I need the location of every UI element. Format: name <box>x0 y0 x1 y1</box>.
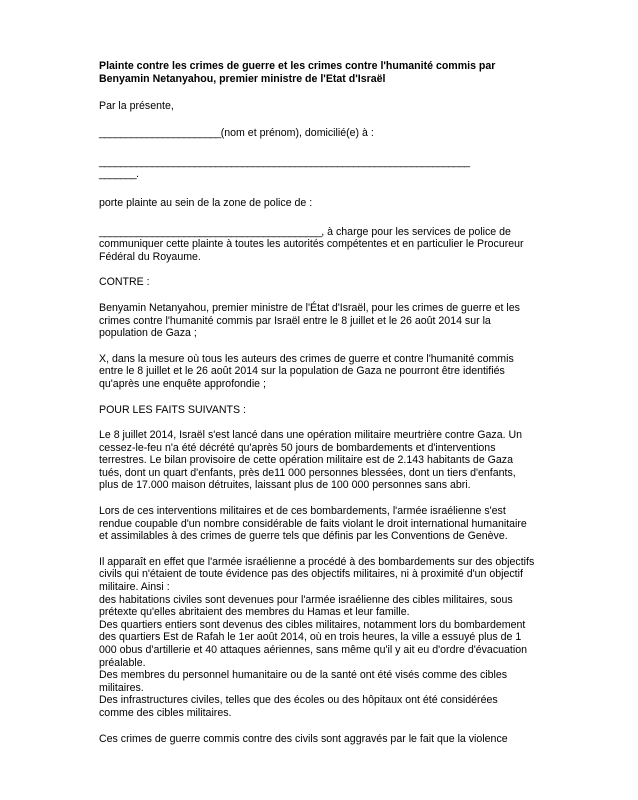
contre-paragraph-1: Benyamin Netanyahou, premier ministre de l'État d'Israël, pour les crimes de guerre et les crimes contre l'humanité commis par Israël entre le 8 juillet et le 26 août 2014 sur la population de Gaza ; <box>99 301 520 340</box>
document-body <box>99 60 535 745</box>
identity-line <box>99 127 535 140</box>
title-line-1: Plainte contre les crimes de guerre et les crimes contre l'humanité commis par <box>99 60 496 72</box>
address-blanks <box>99 156 535 181</box>
faits-list-item: des habitations civiles sont devenues pour l'armée israélienne des cibles militaires, sous prétexte qu'elles abritaient des membres du Hamas et leur famille. <box>99 593 513 619</box>
identity-text: (nom et prénom), domicilié(e) à : <box>220 127 374 140</box>
police-text: , à charge pour les services de police de communiquer cette plainte à toutes les autorités compétentes et en particulier le Procureur Fédéral du Royaume. <box>99 225 524 263</box>
contre-paragraph-2: X, dans la mesure où tous les auteurs des crimes de guerre et contre l'humanité commis entre le 8 juillet et le 26 août 2014 sur la population de Gaza ne pourront être identifiés qu'après une enquête approfondie ; <box>99 352 514 390</box>
faits-paragraph-2: Lors de ces interventions militaires et de ces bombardements, l'armée israélienne s'est rendue coupable d'un nombre considérable de faits violant le droit international humanitaire et assimilables à des crimes de guerre tels que définis par les Conventions de Genève. <box>99 505 527 543</box>
faits-paragraph-1: Le 8 juillet 2014, Israël s'est lancé dans une opération militaire meurtrière contre Gaza. Un cessez-le-feu n'a été décrété qu'après 50 jours de bombardements et d'interventions terrestres. Le bilan provisoire de cette opération militaire est de 2.143 habitants de Gaza tués, dont un quart d'enfants, près de11 000 personnes blessées, dont un tiers d'enfants, plus de 17.000 maison détruites, laissant plus de 100 000 personnes sans abri. <box>99 429 523 492</box>
faits-list-item: Des infrastructures civiles, telles que des écoles ou des hôpitaux ont été considérées comme des cibles militaires. <box>99 694 498 719</box>
faits-paragraph-3-lead: Il apparaît en effet que l'armée israélienne a procédé à des bombardements sur des objectifs civils qui n'étaient de toute évidence pas des objectifs militaires, ni à proximité d'un objectif militaire. Ainsi : <box>99 555 535 594</box>
faits-list-item: Des membres du personnel humanitaire ou de la santé ont été visés comme des cibles militaires. <box>99 669 508 694</box>
faits-heading: POUR LES FAITS SUIVANTS : <box>99 403 246 416</box>
faits-list-item: Des quartiers entiers sont devenus des cibles militaires, notamment lors du bombardement des quartiers Est de Rafah le 1er août 2014, où en trois heures, la ville a essuyé plus de 1 000 obus d'artillerie et 40 attaques aériennes, sans même qu'il y ait eu d'ordre d'évacuation préalable. <box>99 618 527 669</box>
contre-heading: CONTRE : <box>99 276 150 289</box>
title-line-2: Benyamin Netanyahou, premier ministre de l'Etat d'Israël <box>99 72 386 85</box>
police-blank: __________________________________________ <box>99 225 322 238</box>
salutation: Par la présente, <box>99 99 174 112</box>
police-paragraph <box>99 226 535 264</box>
zone-text: porte plainte au sein de la zone de police de : <box>99 196 313 209</box>
address-blank-1: ______________________________________________________________________ <box>99 155 470 168</box>
address-blank-2: _______. <box>99 168 139 181</box>
document-title <box>99 60 535 86</box>
faits-paragraph-3 <box>99 556 535 720</box>
identity-blank: _______________________ <box>99 127 221 140</box>
faits-paragraph-4: Ces crimes de guerre commis contre des civils sont aggravés par le fait que la violence <box>99 732 508 745</box>
